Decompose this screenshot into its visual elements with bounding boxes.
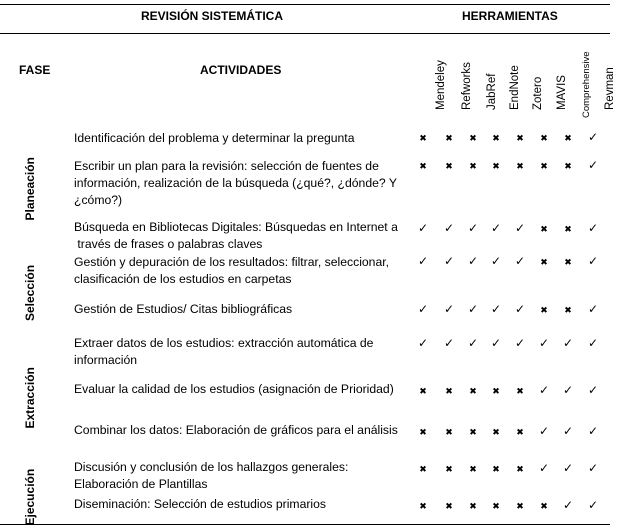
check-mark-icon: ✓: [514, 336, 526, 350]
activity-row-5: Gestión de Estudios/ Citas bibliográficas: [74, 302, 293, 316]
cross-mark-icon: ✖: [419, 465, 427, 475]
check-mark-icon: ✓: [587, 383, 599, 397]
check-mark-icon: ✓: [587, 254, 599, 268]
cross-mark-icon: ✖: [516, 428, 524, 438]
check-mark-icon: ✓: [514, 254, 526, 268]
activity-row-2: Escribir un plan para la revisión: selección de fuentes de información, realización de la búsqueda (¿qué?, ¿dónde? Y ¿cómo?): [74, 159, 397, 207]
check-mark-icon: ✓: [587, 130, 599, 144]
cross-mark-icon: ✖: [445, 162, 453, 172]
check-mark-icon: ✓: [490, 336, 502, 350]
cross-mark-icon: ✖: [540, 258, 548, 268]
check-mark-icon: ✓: [562, 424, 574, 438]
check-mark-icon: ✓: [417, 336, 429, 350]
check-mark-icon: ✓: [443, 221, 455, 235]
cross-mark-icon: ✖: [516, 502, 524, 512]
cross-mark-icon: ✖: [419, 387, 427, 397]
cross-mark-icon: ✖: [445, 502, 453, 512]
check-mark-icon: ✓: [467, 336, 479, 350]
activity-row-1: Identificación del problema y determinar la pregunta: [74, 131, 355, 145]
check-mark-icon: ✓: [467, 302, 479, 316]
cross-mark-icon: ✖: [445, 134, 453, 144]
cross-mark-icon: ✖: [516, 465, 524, 475]
check-mark-icon: ✓: [538, 336, 550, 350]
check-mark-icon: ✓: [443, 254, 455, 268]
check-mark-icon: ✓: [417, 302, 429, 316]
cross-mark-icon: ✖: [516, 387, 524, 397]
top-rule: [0, 4, 610, 5]
check-mark-icon: ✓: [417, 221, 429, 235]
cross-mark-icon: ✖: [419, 428, 427, 438]
review-title: REVISIÓN SISTEMÁTICA: [141, 9, 284, 23]
cross-mark-icon: ✖: [564, 225, 572, 235]
check-mark-icon: ✓: [562, 498, 574, 512]
cross-mark-icon: ✖: [445, 428, 453, 438]
check-mark-icon: ✓: [490, 302, 502, 316]
check-mark-icon: ✓: [538, 461, 550, 475]
cross-mark-icon: ✖: [419, 162, 427, 172]
cross-mark-icon: ✖: [419, 502, 427, 512]
cross-mark-icon: ✖: [540, 162, 548, 172]
tool-header-refworks: Refworks: [461, 62, 473, 110]
check-mark-icon: ✓: [443, 336, 455, 350]
activity-column-header: ACTIVIDADES: [200, 63, 282, 77]
tool-header-comprehensive: Comprehensive: [581, 51, 592, 118]
tool-header-revman: Revman: [604, 67, 616, 110]
check-mark-icon: ✓: [587, 221, 599, 235]
check-mark-icon: ✓: [443, 302, 455, 316]
check-mark-icon: ✓: [538, 383, 550, 397]
activity-row-8: Combinar los datos: Elaboración de gráficos para el análisis: [74, 423, 398, 437]
check-mark-icon: ✓: [490, 254, 502, 268]
check-mark-icon: ✓: [467, 221, 479, 235]
cross-mark-icon: ✖: [492, 502, 500, 512]
tool-header-mavis: MAVIS: [556, 75, 568, 110]
tools-title: HERRAMIENTAS: [462, 9, 558, 23]
cross-mark-icon: ✖: [445, 465, 453, 475]
tool-header-jabref: JabRef: [486, 73, 498, 110]
cross-mark-icon: ✖: [469, 162, 477, 172]
cross-mark-icon: ✖: [516, 162, 524, 172]
cross-mark-icon: ✖: [469, 428, 477, 438]
check-mark-icon: ✓: [562, 383, 574, 397]
check-mark-icon: ✓: [587, 498, 599, 512]
tool-header-zotero: Zotero: [532, 76, 544, 110]
cross-mark-icon: ✖: [540, 502, 548, 512]
cross-mark-icon: ✖: [492, 162, 500, 172]
phase-column-header: FASE: [19, 63, 51, 77]
check-mark-icon: ✓: [587, 302, 599, 316]
cross-mark-icon: ✖: [540, 306, 548, 316]
cross-mark-icon: ✖: [469, 134, 477, 144]
tool-header-endnote: EndNote: [509, 65, 521, 110]
cross-mark-icon: ✖: [419, 134, 427, 144]
check-mark-icon: ✓: [587, 158, 599, 172]
activity-row-4: Gestión y depuración de los resultados: filtrar, seleccionar, clasificación de los estudios en carpetas: [74, 255, 390, 286]
check-mark-icon: ✓: [514, 221, 526, 235]
cross-mark-icon: ✖: [564, 306, 572, 316]
cross-mark-icon: ✖: [469, 502, 477, 512]
check-mark-icon: ✓: [417, 254, 429, 268]
cross-mark-icon: ✖: [564, 258, 572, 268]
cross-mark-icon: ✖: [564, 134, 572, 144]
cross-mark-icon: ✖: [445, 387, 453, 397]
check-mark-icon: ✓: [587, 424, 599, 438]
check-mark-icon: ✓: [467, 254, 479, 268]
check-mark-icon: ✓: [514, 302, 526, 316]
check-mark-icon: ✓: [587, 461, 599, 475]
cross-mark-icon: ✖: [516, 134, 524, 144]
cross-mark-icon: ✖: [492, 428, 500, 438]
check-mark-icon: ✓: [538, 424, 550, 438]
cross-mark-icon: ✖: [564, 162, 572, 172]
cross-mark-icon: ✖: [540, 225, 548, 235]
check-mark-icon: ✓: [562, 461, 574, 475]
check-mark-icon: ✓: [490, 221, 502, 235]
check-mark-icon: ✓: [587, 336, 599, 350]
cross-mark-icon: ✖: [469, 465, 477, 475]
check-mark-icon: ✓: [562, 336, 574, 350]
bottom-rule: [0, 524, 610, 525]
activity-row-7: Evaluar la calidad de los estudios (asignación de Prioridad): [74, 382, 394, 396]
activity-row-9: Discusión y conclusión de los hallazgos generales: Elaboración de Plantillas: [74, 460, 349, 491]
tool-header-mendeley: Mendeley: [435, 60, 447, 110]
cross-mark-icon: ✖: [492, 134, 500, 144]
activity-row-3: Búsqueda en Bibliotecas Digitales: Búsquedas en Internet a través de frases o palabras claves: [74, 220, 398, 251]
activity-row-10: Diseminación: Selección de estudios primarios: [74, 497, 326, 511]
cross-mark-icon: ✖: [492, 387, 500, 397]
cross-mark-icon: ✖: [492, 465, 500, 475]
cross-mark-icon: ✖: [540, 134, 548, 144]
activity-row-6: Extraer datos de los estudios: extracción automática de información: [74, 336, 374, 367]
cross-mark-icon: ✖: [469, 387, 477, 397]
